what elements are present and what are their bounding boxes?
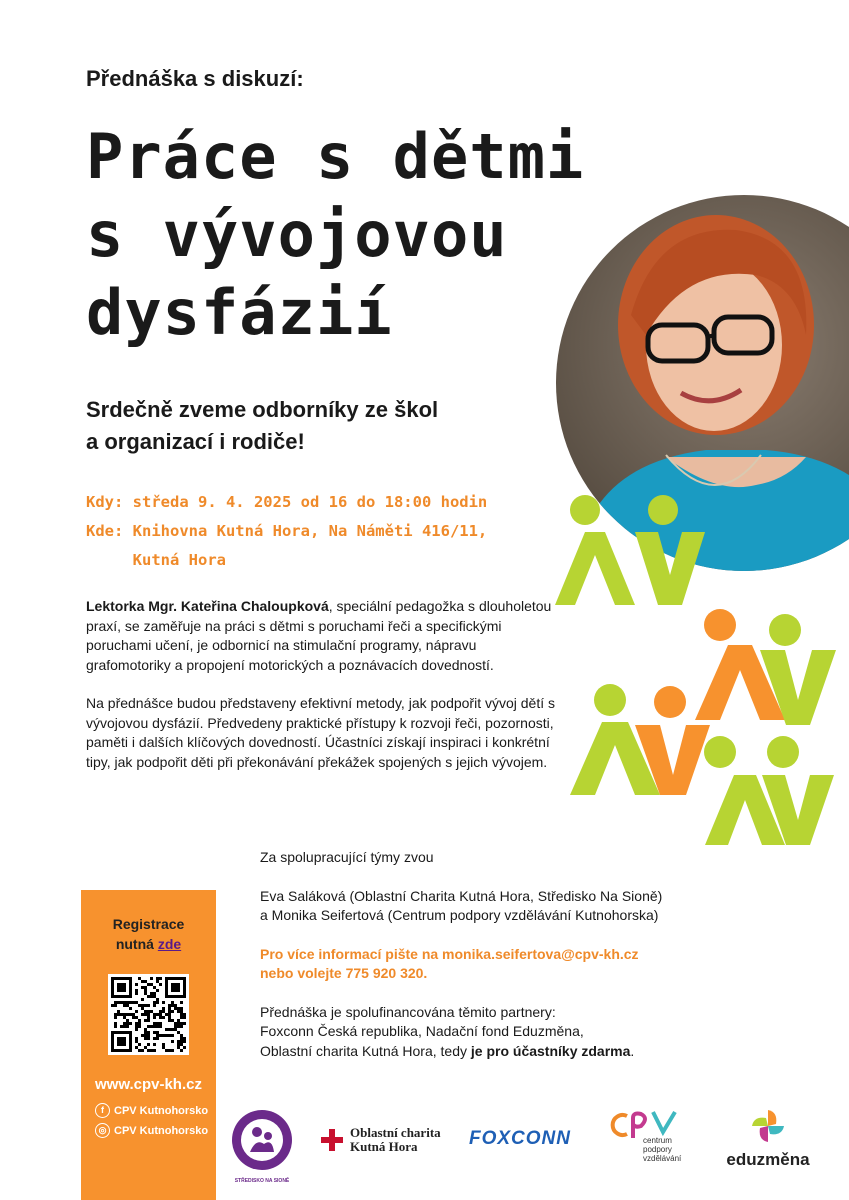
funding-line: Foxconn Česká republika, Nadační fond Eduzměna,	[260, 1023, 584, 1039]
organizers-intro: Za spolupracující týmy zvou	[260, 849, 434, 865]
page-title	[86, 118, 584, 352]
qr-code[interactable]	[108, 974, 189, 1055]
organizer-1: Eva Saláková (Oblastní Charita Kutná Hora, Středisko Na Sioně)	[260, 887, 663, 904]
contact-email-line[interactable]: Pro více informací pište na monika.seifertova@cpv-kh.cz	[260, 945, 639, 962]
charita-name: Oblastní charita	[350, 1125, 441, 1140]
title-line: s vývojovou	[86, 198, 508, 271]
registration-line: nutná	[115, 936, 158, 952]
instagram-link[interactable]	[95, 1123, 208, 1138]
event-where: Kde: Knihovna Kutná Hora, Na Náměti 416/11,	[86, 522, 488, 540]
foxconn-logo: FOXCONN	[469, 1128, 571, 1149]
funding-info	[260, 1003, 730, 1062]
eduzmena-logo	[720, 1106, 816, 1169]
sion-logo-text: STŘEDISKO NA SIONĚ	[234, 1178, 290, 1184]
lecturer-bio	[86, 597, 556, 675]
charita-cross-icon	[320, 1128, 344, 1152]
eduzmena-pinwheel-icon	[720, 1106, 816, 1146]
registration-line: Registrace	[112, 916, 185, 932]
funding-line: Přednáška je spolufinancována těmito partnery:	[260, 1003, 556, 1020]
registration-title	[81, 914, 216, 954]
sion-logo	[230, 1108, 294, 1172]
title-line: Práce s dětmi	[86, 120, 585, 193]
lecturer-name: Lektorka Mgr. Kateřina Chaloupková	[86, 598, 329, 614]
funding-end: .	[630, 1042, 635, 1059]
event-when: Kdy: středa 9. 4. 2025 od 16 do 18:00 hodin	[86, 493, 488, 511]
contact-phone-line[interactable]: nebo volejte 775 920 320.	[260, 965, 428, 981]
lecture-description: Na přednášce budou představeny efektivní metody, jak podpořit vývoj dětí s vývojovou dysfázií. Předvedeny praktické přístupy k rozvoji řeči, pozornosti, paměti i dalších klíčových dovedností. Účastníci získají inspiraci i konkrétní tipy, jak podpořit děti při překonávání překážek spojených s jejich vývojem.	[86, 695, 556, 770]
event-type-label: Přednáška s diskuzí:	[86, 66, 304, 91]
event-details	[86, 488, 487, 575]
charita-city: Kutná Hora	[350, 1139, 418, 1154]
facebook-label: CPV Kutnohorsko	[114, 1104, 209, 1117]
lecturer-bio-text: , speciální pedagožka s dlouholetou praxí, se zaměřuje na práci s dětmi s poruchami řeči a specifickými poruchami učení, je odbornicí na stimulační programy, nápravu grafomotoriky a propojení motorických a poznávacích dovedností.	[86, 598, 552, 673]
charita-logo	[320, 1126, 441, 1154]
organizers-list	[260, 887, 730, 926]
free-entry-text: je pro účastníky zdarma	[470, 1042, 631, 1059]
cpv-logo	[605, 1108, 685, 1163]
facebook-icon: f	[95, 1103, 110, 1118]
lecturer-section	[86, 597, 556, 791]
instagram-label: CPV Kutnohorsko	[114, 1124, 209, 1137]
registration-link[interactable]: zde	[157, 936, 182, 952]
registration-box	[81, 890, 216, 1200]
contact-info	[260, 945, 730, 984]
eduzmena-text: eduzměna	[726, 1150, 810, 1169]
instagram-icon: ◎	[95, 1123, 110, 1138]
invitation-text	[86, 394, 438, 458]
invitation-line: a organizací i rodiče!	[86, 429, 305, 454]
organizers-section	[260, 848, 730, 1080]
event-where-city: Kutná Hora	[86, 551, 226, 569]
cpv-text: centrum	[643, 1136, 672, 1145]
decorative-figures	[540, 490, 849, 860]
cpv-text: podpory	[643, 1145, 672, 1154]
website-link[interactable]: www.cpv-kh.cz	[95, 1076, 202, 1093]
invitation-line: Srdečně zveme odborníky ze škol	[86, 397, 439, 422]
cpv-text: vzdělávání	[643, 1154, 682, 1163]
organizer-2: a Monika Seifertová (Centrum podpory vzdělávání Kutnohorska)	[260, 907, 659, 923]
funding-line: Oblastní charita Kutná Hora, tedy	[260, 1042, 471, 1059]
facebook-link[interactable]	[95, 1103, 208, 1118]
title-line: dysfázií	[86, 276, 393, 349]
